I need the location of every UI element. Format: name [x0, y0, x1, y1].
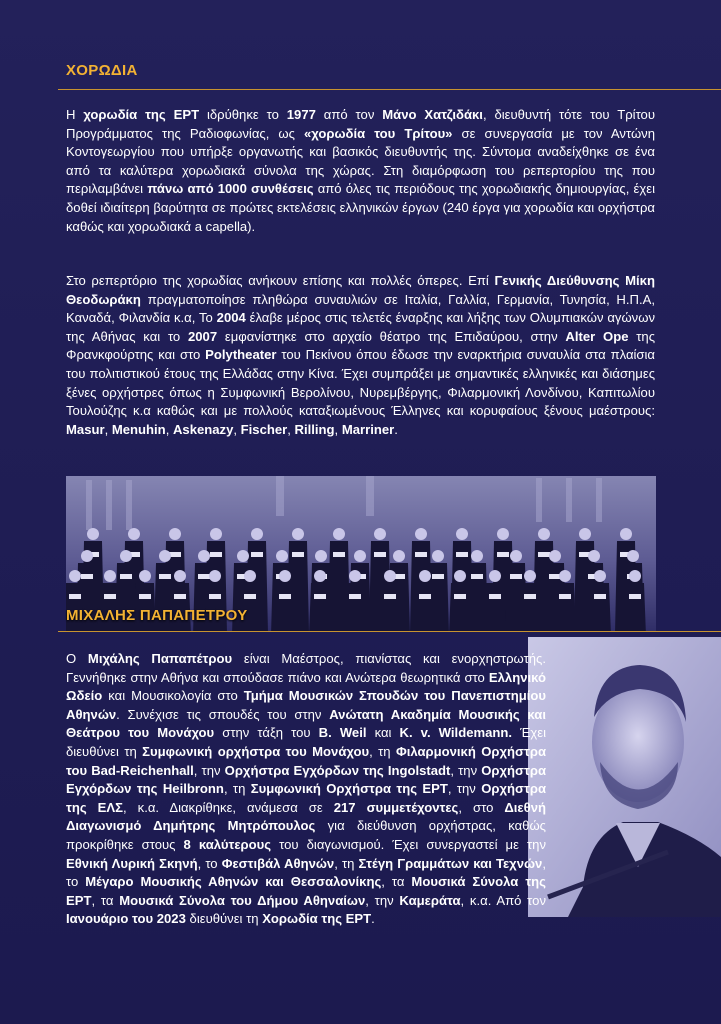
bold-run: Γενικής Διεύθυνσης Μίκη Θεοδωράκη [66, 273, 655, 307]
bold-run: Μέγαρο Μουσικής Αθηνών και Θεσσαλονίκης [85, 874, 382, 890]
music-folder [471, 574, 483, 579]
music-folder [510, 574, 522, 579]
singer-head [524, 570, 536, 582]
bold-run: Μουσικά Σύνολα του Δήμου Αθηναίων [119, 892, 366, 908]
singer-head [549, 550, 561, 562]
singer-head [374, 528, 386, 540]
singer-head [471, 550, 483, 562]
singer-body [554, 583, 576, 632]
singer-head [198, 550, 210, 562]
music-folder [524, 594, 536, 599]
bold-run: Ορχήστρα Εγχόρδων της Heilbronn [66, 762, 547, 797]
singer-head [244, 570, 256, 582]
singer-head [559, 570, 571, 582]
singer-head [393, 550, 405, 562]
singer-body [414, 583, 436, 632]
music-folder [489, 594, 501, 599]
singer-head [81, 550, 93, 562]
bold-run: 8 καλύτερους [183, 836, 272, 852]
bold-run: «χορωδία του Τρίτου» [304, 125, 453, 141]
music-folder [497, 552, 509, 557]
bold-run: 2007 [187, 328, 218, 344]
singer-head [139, 570, 151, 582]
singer-head [209, 570, 221, 582]
music-folder [314, 594, 326, 599]
bold-run: Askenazy [172, 421, 234, 437]
bold-run: Ορχήστρα της ΕΛΣ [66, 781, 546, 815]
singer-head [251, 528, 263, 540]
singer-head [169, 528, 181, 540]
bold-run: Διεθνή Διαγωνισμό Δημήτρης Μητρόπουλος [66, 799, 546, 834]
bold-run: Φιλαρμονική Ορχήστρα του Bad-Reichenhall [66, 743, 546, 778]
singer-head [415, 528, 427, 540]
music-folder [174, 594, 186, 599]
bold-run: 2004 [216, 310, 246, 326]
bold-run: Στέγη Γραμμάτων και Τεχνών [358, 855, 543, 871]
music-folder [349, 594, 361, 599]
bold-run: Alter Ope [565, 328, 629, 344]
bold-run: Rilling [294, 421, 335, 437]
music-folder [251, 552, 263, 557]
singer-head [120, 550, 132, 562]
singer-head [510, 550, 522, 562]
bold-run: Ελληνικό Ωδείο [66, 669, 546, 704]
singer-head [384, 570, 396, 582]
music-folder [210, 552, 222, 557]
music-folder [454, 594, 466, 599]
singer-head [620, 528, 632, 540]
bold-run: Εθνική Λυρική Σκηνή [66, 855, 198, 871]
music-folder [244, 594, 256, 599]
singer-body [309, 583, 331, 632]
bold-run: Συμφωνική ορχήστρα του Μονάχου [142, 743, 370, 759]
bold-run: Marriner [341, 421, 395, 437]
music-folder [333, 552, 345, 557]
singer-head [454, 570, 466, 582]
singer-head [627, 550, 639, 562]
bold-run: Φεστιβάλ Αθηνών [221, 855, 335, 871]
bold-run: Χορωδία της ΕΡΤ [262, 911, 372, 927]
bold-run: Καμεράτα [399, 892, 461, 908]
music-folder [456, 552, 468, 557]
singer-head [315, 550, 327, 562]
singer-head [456, 528, 468, 540]
bold-run: Συμφωνική Ορχήστρα της ΕΡΤ [250, 781, 448, 797]
music-folder [292, 552, 304, 557]
conductor-bio [66, 650, 700, 929]
singer-head [489, 570, 501, 582]
bold-run: 1977 [286, 107, 316, 122]
singer-head [588, 550, 600, 562]
singer-body [519, 583, 541, 632]
bold-run: Polytheater [205, 347, 277, 363]
singer-head [210, 528, 222, 540]
music-folder [419, 594, 431, 599]
music-folder [432, 574, 444, 579]
singer-head [174, 570, 186, 582]
singer-head [104, 570, 116, 582]
portrait-spacer [546, 650, 700, 902]
singer-head [128, 528, 140, 540]
music-folder [559, 594, 571, 599]
music-folder [209, 594, 221, 599]
music-folder [198, 574, 210, 579]
singer-head [354, 550, 366, 562]
singer-head [237, 550, 249, 562]
bold-run: Fischer [240, 421, 288, 437]
heading-rule [58, 631, 721, 632]
singer-body [589, 583, 611, 632]
bold-run: Μουσικά Σύνολα της ΕΡΤ [66, 874, 546, 908]
music-folder [120, 574, 132, 579]
choir-paragraph-2: Στο ρεπερτόριο της χορωδίας ανήκουν επίσης και πολλές όπερες. Επί Γενικής Διεύθυνσης Μίκη Θεοδωράκη πραγματοποίησε πληθώρα συναυλιών σε Ιταλία, Γαλλία, Γερμανία, Τυνησία, Η.Π.Α, Καναδά, Φιλανδία κ.α, Το 2004 έλαβε μέρος στις τελετές έναρξης και λήξης των Ολυμπιακών αγώνων της Αθήνας και το 2007 εμφανίστηκε στο αρχαίο θέατρο της Επιδαύρου, στην Alter Ope της Φρανκφούρτης και στο Polytheater του Πεκίνου όπου έδωσε την εναρκτήρια συναυλία στα πλαίσια του πολιτιστικού έτους της Ελλάδας στην Κίνα. Έχει συμπράξει με σημαντικές ελληνικές και διάσημες ξένες ορχήστρες όπως η Συμφωνική Βερολίνου, Νυρεμβέργης, Φιλαρμονική Λονδίνου, Καπιτωλίου Τουλούζης κ.α καθώς και με πολλούς καταξιωμένους Έλληνες και κορυφαίους ξένους μαέστρους: Masur, Menuhin, Askenazy, Fischer, Rilling, Marriner. [66, 273, 656, 437]
singer-head [538, 528, 550, 540]
singer-head [432, 550, 444, 562]
music-folder [139, 594, 151, 599]
singer-head [419, 570, 431, 582]
music-folder [538, 552, 550, 557]
bold-run: Μάνο Χατζιδάκι [382, 107, 483, 122]
bold-run: Ανώτατη Ακαδημία Μουσικής και Θεάτρου του Μονάχου [66, 706, 546, 741]
music-folder [159, 574, 171, 579]
singer-head [159, 550, 171, 562]
music-folder [374, 552, 386, 557]
singer-head [292, 528, 304, 540]
bold-run: Τμήμα Μουσικών Σπουδών του Πανεπιστημίου Αθηνών [66, 688, 546, 722]
bold-run: Ορχήστρα Εγχόρδων της Ingolstadt [224, 762, 451, 778]
music-folder [104, 594, 116, 599]
singer-head [69, 570, 81, 582]
bold-run: Μιχάλης Παπαπέτρου [87, 651, 233, 666]
conductor-bio-text: Ο Μιχάλης Παπαπέτρου είναι Μαέστρος, πιανίστας και ενορχηστρωτής. Γεννήθηκε στην Αθήνα και σπούδασε πιάνο και Ανώτερα θεωρητικά στο Ελληνικό Ωδείο και Μουσικολογία στο Τμήμα Μουσικών Σπουδών του Πανεπιστημίου Αθηνών. Συνέχισε τις σπουδές του στην Ανώτατη Ακαδημία Μουσικής και Θεάτρου του Μονάχου στην τάξη του B. Weil και K. v. Wildemann. Έχει διευθύνει τη Συμφωνική ορχήστρα του Μονάχου, τη Φιλαρμονική Ορχήστρα του Bad-Reichenhall, την Ορχήστρα Εγχόρδων της Ingolstadt, την Ορχήστρα Εγχόρδων της Heilbronn, τη Συμφωνική Ορχήστρα της ΕΡΤ, την Ορχήστρα της ΕΛΣ, κ.α. Διακρίθηκε, ανάμεσα σε 217 συμμετέχοντες, στο Διεθνή Διαγωνισμό Δημήτρης Μητρόπουλος για διεύθυνση ορχήστρας, καθώς προκρίθηκε στους 8 καλύτερους του διαγωνισμού. Έχει συνεργαστεί με την Εθνική Λυρική Σκηνή, το Φεστιβάλ Αθηνών, τη Στέγη Γραμμάτων και Τεχνών, το Μέγαρο Μουσικής Αθηνών και Θεσσαλονίκης, τα Μουσικά Σύνολα της ΕΡΤ, τα Μουσικά Σύνολα του Δήμου Αθηναίων, την Καμεράτα, κ.α. Από τον Ιανουάριο του 2023 διευθύνει τη Χορωδία της ΕΡΤ. [66, 651, 547, 927]
heading-rule [58, 89, 721, 90]
bold-run: Menuhin [111, 421, 166, 437]
bold-run: Masur [66, 421, 105, 437]
bold-run: Ιανουάριο του 2023 [66, 911, 186, 927]
music-folder [415, 552, 427, 557]
singer-head [349, 570, 361, 582]
singer-body [274, 583, 296, 632]
singer-head [279, 570, 291, 582]
choir-paragraph-1: Η χορωδία της ΕΡΤ ιδρύθηκε το 1977 από τον Μάνο Χατζιδάκι, διευθυντή τότε του Τρίτου Προγράμματος της Ραδιοφωνίας, ως «χορωδία του Τρίτου» σε συνεργασία με τον Αντώνη Κοντογεωργίου που υπήρξε οργανωτής και βασικός διευθυντής της. Σύντομα αναδείχθηκε σε ένα από τα καλύτερα χορωδιακά σύνολα της χώρας. Στη διαμόρφωση του ρεπερτορίου της που περιλαμβάνει πάνω από 1000 συνθέσεις από όλες τις περιόδους της χορωδιακής δημιουργίας, έχει δοθεί ιδιαίτερη βαρύτητα σε πρώτες εκτελέσεις ελληνικών έργων (240 έργα για χορωδία και ορχήστρα καθώς και χορωδιακά a capella). [66, 107, 656, 234]
singer-body [624, 583, 646, 632]
music-folder [69, 594, 81, 599]
singer-head [333, 528, 345, 540]
singer-body [379, 583, 401, 632]
music-folder [594, 594, 606, 599]
bold-run: 217 συμμετέχοντες [333, 799, 459, 815]
bold-run: B. Weil [318, 725, 367, 741]
singer-head [594, 570, 606, 582]
singer-head [276, 550, 288, 562]
bold-run: πάνω από 1000 συνθέσεις [147, 181, 314, 197]
singer-head [497, 528, 509, 540]
music-folder [384, 594, 396, 599]
singer-body [484, 583, 506, 632]
singer-head [629, 570, 641, 582]
music-folder [629, 594, 641, 599]
singer-head [314, 570, 326, 582]
music-folder [279, 594, 291, 599]
singer-body [344, 583, 366, 632]
singer-head [87, 528, 99, 540]
singer-head [579, 528, 591, 540]
singer-body [449, 583, 471, 632]
section-heading-choir: ΧΟΡΩΔΙΑ [66, 62, 138, 79]
bold-run: χορωδία της ΕΡΤ [83, 107, 200, 122]
section-heading-conductor: ΜΙΧΑΛΗΣ ΠΑΠΑΠΕΤΡΟΥ [66, 607, 248, 624]
music-folder [81, 574, 93, 579]
bold-run: K. v. Wildemann. [399, 725, 513, 741]
